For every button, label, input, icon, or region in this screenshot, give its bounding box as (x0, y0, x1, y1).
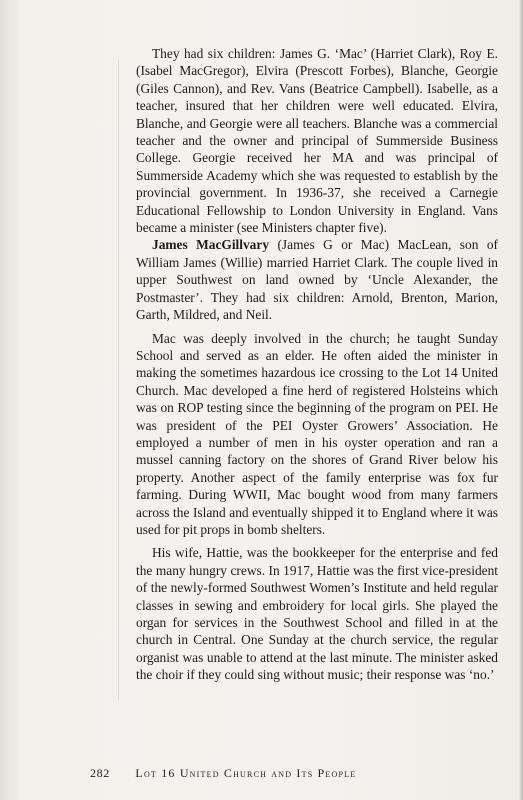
paragraph-james-macgillvary (136, 236, 498, 323)
paragraph-4-text: His wife, Hattie, was the bookkeeper for the enterprise and fed the many hungry crews. In 1917, Hattie was the first vice-president of the newly-formed Southwest Women’s Institute and held regular classes in sewing and embroidery for local girls. She played the organ for services in the Southwest School and filled in at the church in Central. One Sunday at the church service, the regular organist was unable to attend at the last minute. The minister asked the choir if they could sing without music; their response was ‘no.’ (136, 545, 498, 683)
paragraph-hattie (136, 544, 498, 683)
body-text (136, 45, 498, 684)
page-edge-shadow (519, 0, 523, 800)
running-head: Lot 16 United Church and Its People (135, 766, 357, 780)
gutter-shadow (118, 60, 119, 700)
paragraph-3-text: Mac was deeply involved in the church; he taught Sunday School and served as an elder. He often aided the minister in making the sometimes hazardous ice crossing to the Lot 14 United Church. Mac developed a fine herd of registered Holsteins which was on ROP testing since the beginning of the program on PEI. He was president of the PEI Oyster Growers’ Association. He employed a number of men in his oyster operation and ran a mussel canning factory on the shores of Grand River below his property. Another aspect of the family enterprise was fox fur farming. During WWII, Mac bought wood from many farmers across the Island and eventually shipped it to England where it was used for pit props in bomb shelters. (136, 330, 498, 537)
paragraph-2-lead-name: James MacGillvary (152, 237, 270, 253)
page-number: 282 (90, 766, 110, 780)
paragraph-children (136, 45, 498, 236)
paragraph-2-text: (James G or Mac) MacLean, son of William James (Willie) married Harriet Clark. The couple lived in upper Southwest on land owned by ‘Uncle Alexander, the Postmaster’. They had six children: Arnold, Brenton, Marion, Garth, Mildred, and Neil. (136, 237, 498, 323)
paragraph-mac-church (136, 330, 498, 539)
paragraph-1-text: They had six children: James G. ‘Mac’ (Harriet Clark), Roy E. (Isabel MacGregor), Elvira (Prescott Forbes), Blanche, Georgie (Giles Cannon), and Rev. Vans (Beatrice Campbell). Isabelle, as a teacher, insured that her children were well educated. Elvira, Blanche, and Georgie were all teachers. Blanche was a commercial teacher and the owner and principal of Summerside Business College. Georgie received her MA and was principal of Summerside Academy which she was requested to establish by the provincial government. In 1936-37, she received a Carnegie Educational Fellowship to London University in England. Vans became a minister (see Ministers chapter five). (136, 46, 498, 236)
page-footer (90, 766, 356, 781)
